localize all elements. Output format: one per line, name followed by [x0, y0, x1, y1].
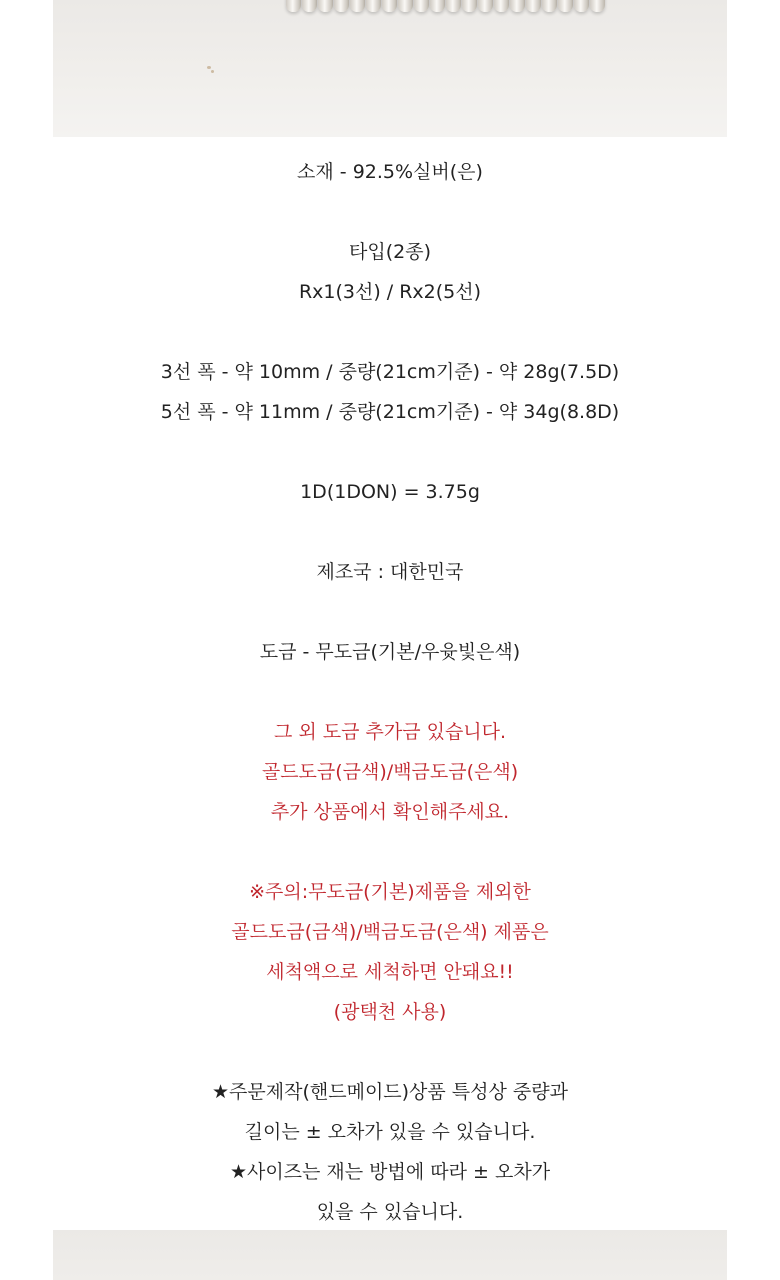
notice-line: 골드도금(금색)/백금도금(은색): [261, 761, 519, 783]
spec-line: 1D(1DON) = 3.75g: [300, 481, 480, 503]
spacer: [0, 832, 780, 872]
notice-line: 그 외 도금 추가금 있습니다.: [273, 721, 507, 743]
bead: [526, 0, 541, 12]
product-photo-bottom: [53, 1230, 727, 1280]
spec-line: 길이는 ± 오차가 있을 수 있습니다.: [244, 1121, 536, 1143]
notice-line: ※주의:무도금(기본)제품을 제외한: [249, 881, 531, 903]
bracelet-beads: [275, 0, 615, 16]
bead: [286, 0, 301, 12]
bead: [414, 0, 429, 12]
bead: [494, 0, 509, 12]
bead: [590, 0, 605, 12]
bead: [398, 0, 413, 12]
bead: [382, 0, 397, 12]
spec-line: 있을 수 있습니다.: [316, 1201, 464, 1223]
product-photo-top: [53, 0, 727, 137]
bead: [510, 0, 525, 12]
spec-line: 5선 폭 - 약 11mm / 중량(21cm기준) - 약 34g(8.8D): [160, 401, 620, 423]
spec-line: 소재 - 92.5%실버(은): [297, 161, 483, 183]
notice-line: 세척액으로 세척하면 안돼요!!: [266, 961, 514, 983]
bead: [318, 0, 333, 12]
bead: [542, 0, 557, 12]
spec-line: 3선 폭 - 약 10mm / 중량(21cm기준) - 약 28g(7.5D): [160, 361, 620, 383]
bead: [478, 0, 493, 12]
bead: [430, 0, 445, 12]
notice-line: 추가 상품에서 확인해주세요.: [270, 801, 510, 823]
bead: [350, 0, 365, 12]
spacer: [0, 1032, 780, 1072]
spacer: [0, 512, 780, 552]
bead: [462, 0, 477, 12]
notice-line: (광택천 사용): [333, 1001, 447, 1023]
bead: [558, 0, 573, 12]
spec-line: Rx1(3선) / Rx2(5선): [298, 281, 482, 303]
spacer: [0, 312, 780, 352]
bead: [334, 0, 349, 12]
bead: [574, 0, 589, 12]
spec-line: ★주문제작(핸드메이드)상품 특성상 중량과: [212, 1081, 568, 1103]
photo-speck: [207, 66, 211, 69]
spec-line: 제조국 : 대한민국: [316, 561, 464, 583]
spacer: [0, 192, 780, 232]
spacer: [0, 432, 780, 472]
spec-line: 도금 - 무도금(기본/우윳빛은색): [259, 641, 521, 663]
notice-line: 골드도금(금색)/백금도금(은색) 제품은: [231, 921, 549, 943]
bead: [446, 0, 461, 12]
bead: [302, 0, 317, 12]
spacer: [0, 672, 780, 712]
spec-line: 타입(2종): [349, 241, 431, 263]
spacer: [0, 592, 780, 632]
photo-speck: [211, 70, 214, 73]
product-spec-text: [0, 152, 780, 1232]
bead: [366, 0, 381, 12]
spec-line: ★사이즈는 재는 방법에 따라 ± 오차가: [229, 1161, 551, 1183]
